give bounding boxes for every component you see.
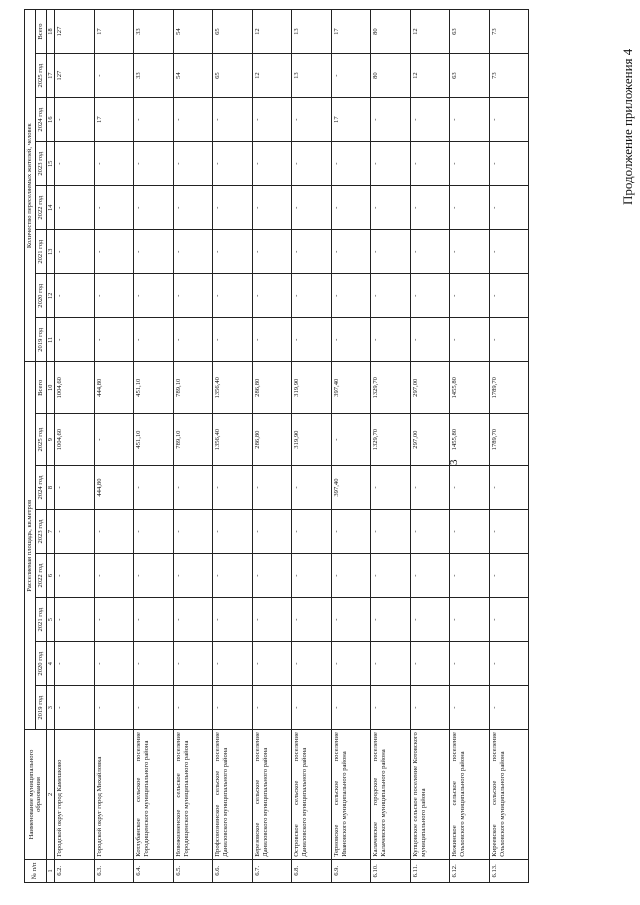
people-total: 13 (292, 10, 332, 54)
people-value: - (252, 230, 292, 274)
area-value: - (450, 466, 490, 510)
header-area-year: 2021 год (35, 598, 46, 642)
people-value: - (55, 318, 95, 362)
people-value: - (371, 274, 411, 318)
column-index: 12 (46, 274, 55, 318)
header-people-group: Количество переселяемых жителей, человек (25, 10, 36, 362)
people-value: - (173, 98, 213, 142)
table-row (331, 10, 371, 883)
area-value: - (213, 554, 253, 598)
people-value: - (55, 98, 95, 142)
people-value: - (134, 142, 174, 186)
people-total: 12 (252, 10, 292, 54)
people-value: - (331, 186, 371, 230)
area-total: 451,10 (134, 362, 174, 414)
area-value: - (173, 554, 213, 598)
header-people-year: 2024 год (35, 98, 46, 142)
area-total: 444,80 (94, 362, 134, 414)
people-value: 54 (173, 54, 213, 98)
table-row (292, 10, 332, 883)
area-total: 1329,70 (371, 362, 411, 414)
column-index: 17 (46, 54, 55, 98)
municipality-name: Нежинское сельское поселение Ольховского муниципального района (450, 730, 490, 860)
area-value: 444,80 (94, 466, 134, 510)
header-area-year: 2022 год (35, 554, 46, 598)
header-area-year: 2025 год (35, 414, 46, 466)
area-value: - (410, 642, 450, 686)
area-value: - (134, 598, 174, 642)
row-number: 6.4. (134, 859, 174, 882)
people-value: - (252, 186, 292, 230)
area-value: - (55, 642, 95, 686)
table-row (410, 10, 450, 883)
municipality-name: Котлубанское сельское поселение Городищенского муниципального района (134, 730, 174, 860)
area-value: - (134, 642, 174, 686)
area-value: - (252, 686, 292, 730)
municipality-name: Островское сельское поселение Даниловского муниципального района (292, 730, 332, 860)
column-index: 10 (46, 362, 55, 414)
area-value: - (331, 510, 371, 554)
header-people-year: 2025 год (35, 54, 46, 98)
municipality-name: Калачевское городское поселение Калачевского муниципального района (371, 730, 411, 860)
people-value: - (450, 274, 490, 318)
area-value: - (173, 686, 213, 730)
people-value: - (489, 98, 529, 142)
area-value: 297,00 (410, 414, 450, 466)
header-area-total: Всего (35, 362, 46, 414)
people-value: - (410, 142, 450, 186)
area-value: - (489, 554, 529, 598)
people-value: - (94, 318, 134, 362)
header-area-year: 2019 год (35, 686, 46, 730)
row-number: 6.5. (173, 859, 213, 882)
people-total: 33 (134, 10, 174, 54)
area-total: 319,90 (292, 362, 332, 414)
column-index: 3 (46, 686, 55, 730)
table-row (134, 10, 174, 883)
header-people-year: 2022 год (35, 186, 46, 230)
people-value: - (292, 274, 332, 318)
municipality-name: Терновское сельское поселение Ивановского муниципального района (331, 730, 371, 860)
municipality-name: Городской округ город Михайловка (94, 730, 134, 860)
row-number: 6.12. (450, 859, 490, 882)
area-value: - (371, 554, 411, 598)
area-value: - (173, 510, 213, 554)
column-index: 5 (46, 598, 55, 642)
column-index: 13 (46, 230, 55, 274)
people-value: - (410, 98, 450, 142)
column-index: 9 (46, 414, 55, 466)
area-value: - (292, 686, 332, 730)
people-value: - (292, 186, 332, 230)
area-value: - (450, 598, 490, 642)
people-value: - (252, 274, 292, 318)
people-value: - (55, 274, 95, 318)
people-value: - (173, 142, 213, 186)
people-value: 65 (213, 54, 253, 98)
people-total: 73 (489, 10, 529, 54)
people-value: - (55, 230, 95, 274)
people-value: - (331, 274, 371, 318)
row-number: 6.6. (213, 859, 253, 882)
people-value: - (489, 274, 529, 318)
area-value: - (331, 598, 371, 642)
table-row (213, 10, 253, 883)
area-value: - (55, 598, 95, 642)
row-number: 6.8. (292, 859, 332, 882)
header-num: № п/п (25, 859, 47, 882)
people-value: 73 (489, 54, 529, 98)
area-value: 1455,80 (450, 414, 490, 466)
header-people-year: 2019 год (35, 318, 46, 362)
people-total: 63 (450, 10, 490, 54)
people-total: 17 (94, 10, 134, 54)
people-value: - (331, 318, 371, 362)
people-value: - (489, 186, 529, 230)
people-value: 63 (450, 54, 490, 98)
people-value: - (173, 274, 213, 318)
area-value: - (213, 510, 253, 554)
area-value: - (252, 642, 292, 686)
area-total: 397,40 (331, 362, 371, 414)
table-row (450, 10, 490, 883)
people-value: - (371, 230, 411, 274)
people-value: - (450, 142, 490, 186)
area-value: 1789,70 (489, 414, 529, 466)
column-index-row (46, 10, 55, 883)
area-value: - (55, 510, 95, 554)
area-total: 1004,60 (55, 362, 95, 414)
area-total: 1356,40 (213, 362, 253, 414)
table-body (55, 10, 529, 883)
area-value: - (450, 642, 490, 686)
header-people-year: 2021 год (35, 230, 46, 274)
people-value: - (331, 230, 371, 274)
area-value: - (94, 598, 134, 642)
area-value: - (94, 510, 134, 554)
municipality-name: Городской округ город Камешково (55, 730, 95, 860)
people-value: - (252, 142, 292, 186)
column-index: 4 (46, 642, 55, 686)
people-value: - (450, 318, 490, 362)
row-number: 6.7. (252, 859, 292, 882)
area-value: - (489, 686, 529, 730)
people-value: - (371, 98, 411, 142)
people-value: - (213, 186, 253, 230)
area-total: 286,80 (252, 362, 292, 414)
area-value: - (331, 414, 371, 466)
people-value: - (450, 98, 490, 142)
area-value: 286,80 (252, 414, 292, 466)
people-value: 127 (55, 54, 95, 98)
people-value: - (173, 186, 213, 230)
area-value: - (292, 598, 332, 642)
area-value: - (252, 466, 292, 510)
people-total: 17 (331, 10, 371, 54)
area-value: - (331, 554, 371, 598)
people-total: 12 (410, 10, 450, 54)
people-value: 12 (252, 54, 292, 98)
area-value: 1329,70 (371, 414, 411, 466)
area-value: - (410, 686, 450, 730)
people-value: - (371, 186, 411, 230)
area-value: 319,90 (292, 414, 332, 466)
header-name: Наименование муниципального образования (25, 730, 47, 860)
people-value: - (292, 230, 332, 274)
area-value: - (292, 642, 332, 686)
area-value: 1356,40 (213, 414, 253, 466)
people-value: - (410, 318, 450, 362)
area-value: - (371, 686, 411, 730)
header-area-year: 2023 год (35, 510, 46, 554)
people-total: 54 (173, 10, 213, 54)
area-value: - (55, 686, 95, 730)
people-value: 17 (94, 98, 134, 142)
people-value: - (489, 142, 529, 186)
people-value: - (252, 98, 292, 142)
table-row (252, 10, 292, 883)
area-value: - (410, 554, 450, 598)
people-value: - (173, 318, 213, 362)
municipality-name: Новожизненское сельское поселение Городищенского муниципального района (173, 730, 213, 860)
area-value: 789,10 (173, 414, 213, 466)
area-value: - (173, 466, 213, 510)
area-value: - (173, 642, 213, 686)
people-value: - (213, 142, 253, 186)
people-value: - (252, 318, 292, 362)
people-value: - (450, 186, 490, 230)
people-value: 13 (292, 54, 332, 98)
people-value: - (292, 98, 332, 142)
row-number: 6.3. (94, 859, 134, 882)
row-number: 6.9. (331, 859, 371, 882)
column-index: 2 (46, 730, 55, 860)
area-value: - (292, 466, 332, 510)
column-index: 16 (46, 98, 55, 142)
area-value: - (134, 554, 174, 598)
area-value: - (371, 598, 411, 642)
area-value: - (371, 510, 411, 554)
row-number: 6.13. (489, 859, 529, 882)
people-value: - (55, 186, 95, 230)
page-number: 3 (448, 459, 460, 465)
area-value: 451,10 (134, 414, 174, 466)
header-area-year: 2020 год (35, 642, 46, 686)
column-index: 14 (46, 186, 55, 230)
header-people-year: 2020 год (35, 274, 46, 318)
area-value: - (292, 510, 332, 554)
area-total: 1789,70 (489, 362, 529, 414)
municipality-name: Киреевское сельское поселение Ольховского муниципального района (489, 730, 529, 860)
municipality-name: Профсоюзнинское сельское поселение Даниловского муниципального района (213, 730, 253, 860)
people-value: - (371, 318, 411, 362)
people-value: - (331, 54, 371, 98)
people-total: 65 (213, 10, 253, 54)
area-value: - (94, 686, 134, 730)
people-value: - (489, 230, 529, 274)
people-value: - (213, 230, 253, 274)
area-value: - (94, 554, 134, 598)
area-value: - (410, 598, 450, 642)
area-value: - (489, 598, 529, 642)
people-value: - (213, 98, 253, 142)
area-value: - (371, 642, 411, 686)
people-value: - (410, 274, 450, 318)
table-row (173, 10, 213, 883)
area-value: - (331, 642, 371, 686)
people-value: - (134, 98, 174, 142)
people-value: - (331, 142, 371, 186)
area-value: - (252, 598, 292, 642)
area-value: - (410, 466, 450, 510)
table-row (94, 10, 134, 883)
people-value: - (213, 274, 253, 318)
area-value: - (134, 466, 174, 510)
column-index: 7 (46, 510, 55, 554)
area-value: - (55, 554, 95, 598)
people-value: 12 (410, 54, 450, 98)
resettlement-table (24, 9, 529, 883)
header-area-group: Расселяемая площадь, кв.метров (25, 362, 36, 730)
people-value: - (94, 274, 134, 318)
area-value: - (213, 686, 253, 730)
area-value: - (252, 554, 292, 598)
column-index: 8 (46, 466, 55, 510)
people-value: - (410, 186, 450, 230)
column-index: 11 (46, 318, 55, 362)
people-value: - (173, 230, 213, 274)
appendix-subtitle: Продолжение приложения 4 (620, 48, 635, 205)
people-value: - (292, 318, 332, 362)
area-value: - (94, 642, 134, 686)
area-value: - (450, 554, 490, 598)
area-value: - (213, 466, 253, 510)
column-index: 18 (46, 10, 55, 54)
column-index: 1 (46, 859, 55, 882)
people-value: - (292, 142, 332, 186)
people-value: - (134, 230, 174, 274)
people-value: - (134, 274, 174, 318)
table-row (55, 10, 95, 883)
area-value: - (292, 554, 332, 598)
area-total: 1455,80 (450, 362, 490, 414)
area-value: - (213, 598, 253, 642)
people-value: 80 (371, 54, 411, 98)
area-value: - (173, 598, 213, 642)
area-value: - (410, 510, 450, 554)
area-value: - (134, 510, 174, 554)
area-value: - (331, 686, 371, 730)
area-value: 397,40 (331, 466, 371, 510)
municipality-name: Березовское сельское поселение Даниловского муниципального района (252, 730, 292, 860)
municipality-name: Купцовское сельское поселение Котовского муниципального района (410, 730, 450, 860)
table-row (371, 10, 411, 883)
row-number: 6.2. (55, 859, 95, 882)
people-total: 127 (55, 10, 95, 54)
area-value: - (450, 686, 490, 730)
area-value: - (489, 642, 529, 686)
people-value: - (134, 186, 174, 230)
area-value: - (252, 510, 292, 554)
row-number: 6.10. (371, 859, 411, 882)
people-value: - (94, 230, 134, 274)
table-row (489, 10, 529, 883)
people-value: - (94, 142, 134, 186)
area-value: - (134, 686, 174, 730)
area-total: 297,00 (410, 362, 450, 414)
people-value: 17 (331, 98, 371, 142)
people-value: - (94, 54, 134, 98)
people-value: - (371, 142, 411, 186)
people-value: - (489, 318, 529, 362)
area-value: - (94, 414, 134, 466)
area-value: - (213, 642, 253, 686)
header-people-year: 2023 год (35, 142, 46, 186)
area-total: 789,10 (173, 362, 213, 414)
area-value: - (489, 466, 529, 510)
people-total: 80 (371, 10, 411, 54)
people-value: - (213, 318, 253, 362)
area-value: - (371, 466, 411, 510)
row-number: 6.11. (410, 859, 450, 882)
header-area-year: 2024 год (35, 466, 46, 510)
area-value: 1004,60 (55, 414, 95, 466)
column-index: 6 (46, 554, 55, 598)
people-value: - (94, 186, 134, 230)
header-people-total: Всего (35, 10, 46, 54)
column-index: 15 (46, 142, 55, 186)
area-value: - (55, 466, 95, 510)
area-value: - (450, 510, 490, 554)
people-value: - (134, 318, 174, 362)
people-value: - (450, 230, 490, 274)
people-value: - (410, 230, 450, 274)
people-value: - (55, 142, 95, 186)
area-value: - (489, 510, 529, 554)
people-value: 33 (134, 54, 174, 98)
